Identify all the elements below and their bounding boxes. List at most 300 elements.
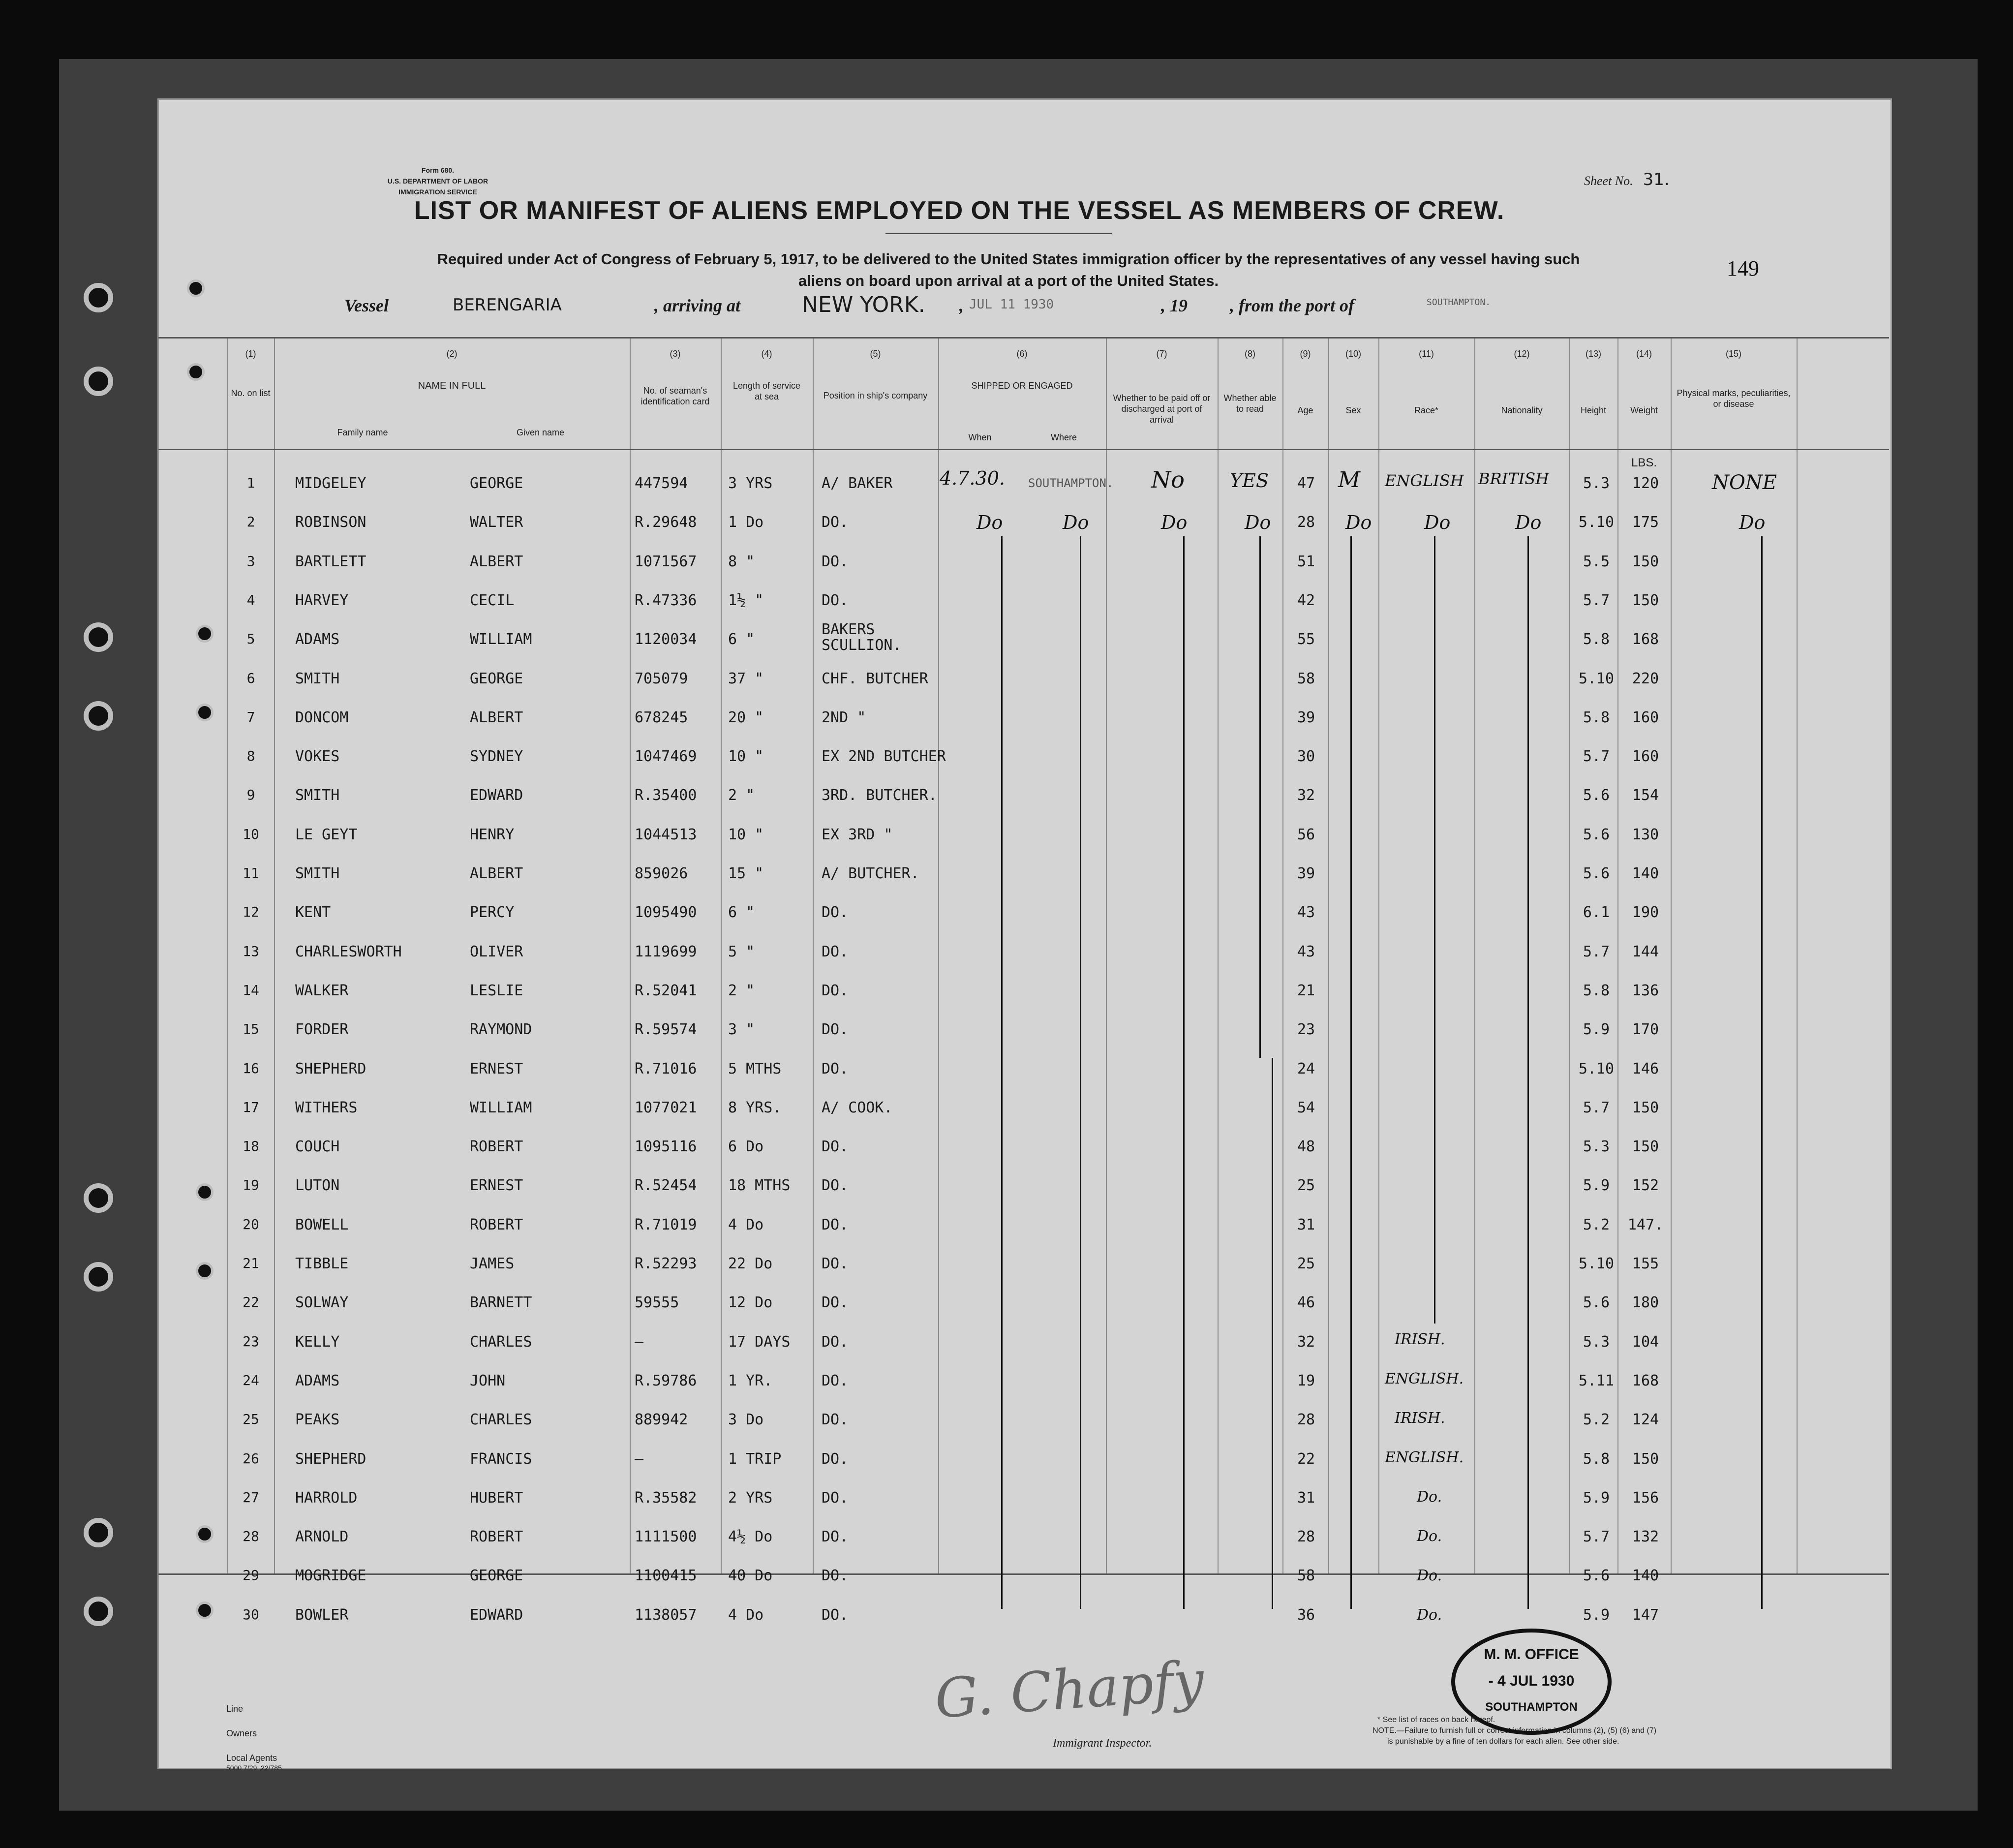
family-name: HARVEY bbox=[295, 592, 349, 609]
given-name: FRANCIS bbox=[470, 1450, 532, 1468]
length-of-service: 8 " bbox=[728, 553, 755, 570]
subtitle-line-2: aliens on board upon arrival at a port of the United States. bbox=[798, 272, 1219, 289]
given-name: OLIVER bbox=[470, 943, 523, 960]
seaman-card: 1095490 bbox=[635, 904, 697, 921]
length-of-service: 1½ " bbox=[728, 592, 764, 609]
family-name: KENT bbox=[295, 904, 331, 921]
ship-position: DO. bbox=[822, 1138, 849, 1155]
ship-position: DO. bbox=[822, 1294, 849, 1311]
stamp-bottom: SOUTHAMPTON bbox=[1485, 1700, 1578, 1714]
row-number: 2 bbox=[246, 514, 255, 530]
col-num-3: (3) bbox=[670, 349, 681, 359]
ship-position: A/ BAKER bbox=[822, 475, 893, 492]
given-name: CHARLES bbox=[470, 1333, 532, 1351]
height: 5.6 bbox=[1583, 1294, 1610, 1311]
ship-position: DO. bbox=[822, 1177, 849, 1194]
length-of-service: 2 " bbox=[728, 787, 755, 804]
race-note: * See list of races on back hereof. bbox=[1377, 1716, 1495, 1724]
inspector-signature: G. Chapfy bbox=[933, 1649, 1206, 1730]
family-name: MOGRIDGE bbox=[295, 1567, 366, 1584]
row-number: 17 bbox=[243, 1099, 259, 1115]
weight: 120 bbox=[1632, 475, 1659, 492]
race-row-24: ENGLISH. bbox=[1385, 1370, 1464, 1387]
subtitle bbox=[335, 248, 1682, 292]
header-given-name: Given name bbox=[516, 428, 565, 437]
age: 58 bbox=[1297, 1567, 1315, 1584]
header-family-name: Family name bbox=[337, 428, 388, 437]
given-name: ROBERT bbox=[470, 1528, 523, 1545]
seaman-card: 1077021 bbox=[635, 1099, 697, 1116]
race-row-27: Do. bbox=[1417, 1488, 1442, 1506]
r1-where: SOUTHAMPTON. bbox=[1028, 476, 1114, 490]
length-of-service: 1 YR. bbox=[728, 1372, 773, 1389]
given-name: SYDNEY bbox=[470, 748, 523, 765]
length-of-service: 1 Do bbox=[728, 514, 764, 531]
age: 28 bbox=[1297, 1411, 1315, 1428]
arrival-port: NEW YORK. bbox=[802, 292, 925, 317]
col-num-10: (10) bbox=[1345, 349, 1361, 359]
fine-note-1: NOTE.—Failure to furnish full or correct information in columns (2), (5) (6) and (7) bbox=[1372, 1726, 1657, 1735]
seaman-card: 1047469 bbox=[635, 748, 697, 765]
length-of-service: 6 " bbox=[728, 904, 755, 921]
height: 5.2 bbox=[1583, 1411, 1610, 1428]
age: 56 bbox=[1297, 826, 1315, 843]
age: 23 bbox=[1297, 1021, 1315, 1038]
given-name: CECIL bbox=[470, 592, 515, 609]
seaman-card: R.52454 bbox=[635, 1177, 697, 1194]
row-number: 8 bbox=[246, 748, 255, 764]
seaman-card: R.71019 bbox=[635, 1216, 697, 1233]
seaman-card: 1044513 bbox=[635, 826, 697, 843]
row-number: 25 bbox=[243, 1411, 259, 1427]
age: 25 bbox=[1297, 1177, 1315, 1194]
age: 30 bbox=[1297, 748, 1315, 765]
age: 39 bbox=[1297, 865, 1315, 882]
col-num-7: (7) bbox=[1156, 349, 1167, 359]
age: 48 bbox=[1297, 1138, 1315, 1155]
col-num-5: (5) bbox=[870, 349, 881, 359]
length-of-service: 1 TRIP bbox=[728, 1450, 782, 1468]
length-of-service: 22 Do bbox=[728, 1255, 773, 1272]
row-number: 6 bbox=[246, 670, 255, 686]
length-of-service: 6 " bbox=[728, 631, 755, 648]
col-divider bbox=[1378, 339, 1379, 1573]
given-name: JAMES bbox=[470, 1255, 515, 1272]
weight: 155 bbox=[1632, 1255, 1659, 1272]
given-name: EDWARD bbox=[470, 1606, 523, 1624]
col-num-8: (8) bbox=[1245, 349, 1255, 359]
col-divider bbox=[274, 339, 275, 1573]
header-physical-marks: Physical marks, peculiarities, or disease bbox=[1677, 388, 1791, 409]
weight: 156 bbox=[1632, 1489, 1659, 1507]
row-number: 9 bbox=[246, 787, 255, 803]
seaman-card: 1119699 bbox=[635, 943, 697, 960]
family-name: SMITH bbox=[295, 865, 340, 882]
mm-office-stamp bbox=[1451, 1629, 1612, 1735]
binder-hole bbox=[84, 622, 113, 652]
height: 5.6 bbox=[1583, 787, 1610, 804]
subtitle-line-1: Required under Act of Congress of February 5, 1917, to be delivered to the United States immigration officer by the representatives of any vessel having such bbox=[437, 250, 1580, 268]
ditto-stroke bbox=[1001, 536, 1003, 1609]
row-number: 24 bbox=[243, 1372, 259, 1388]
given-name: BARNETT bbox=[470, 1294, 532, 1311]
weight: 160 bbox=[1632, 709, 1659, 726]
length-of-service: 10 " bbox=[728, 826, 764, 843]
age: 55 bbox=[1297, 631, 1315, 648]
family-name: TIBBLE bbox=[295, 1255, 349, 1272]
header-sex: Sex bbox=[1345, 405, 1361, 415]
binder-hole bbox=[84, 701, 113, 731]
sheet-value: 31. bbox=[1643, 170, 1670, 189]
height: 5.8 bbox=[1583, 631, 1610, 648]
line-label: Line bbox=[226, 1704, 244, 1714]
header-nationality: Nationality bbox=[1501, 405, 1543, 415]
punch-hole bbox=[196, 1602, 214, 1619]
row-number: 21 bbox=[243, 1255, 259, 1271]
family-name: ADAMS bbox=[295, 631, 340, 648]
weight: 154 bbox=[1632, 787, 1659, 804]
length-of-service: 10 " bbox=[728, 748, 764, 765]
title-rule bbox=[885, 233, 1112, 234]
col-divider bbox=[1218, 339, 1219, 1573]
header-position: Position in ship's company bbox=[823, 391, 928, 400]
weight: 132 bbox=[1632, 1528, 1659, 1545]
row-number: 4 bbox=[246, 592, 255, 608]
departure-port: SOUTHAMPTON. bbox=[1427, 297, 1491, 308]
weight: 124 bbox=[1632, 1411, 1659, 1428]
header-weight: Weight bbox=[1630, 405, 1658, 415]
age: 36 bbox=[1297, 1606, 1315, 1624]
ship-position: CHF. BUTCHER bbox=[822, 670, 928, 687]
height: 5.6 bbox=[1583, 1567, 1610, 1584]
ditto-paid: Do bbox=[1161, 512, 1188, 533]
family-name: SMITH bbox=[295, 787, 340, 804]
age: 28 bbox=[1297, 514, 1315, 531]
given-name: PERCY bbox=[470, 904, 515, 921]
seaman-card: 705079 bbox=[635, 670, 688, 687]
year-label: , 19 bbox=[1161, 296, 1188, 315]
given-name: ERNEST bbox=[470, 1060, 523, 1078]
ship-position: EX 3RD " bbox=[822, 826, 893, 843]
comma: , bbox=[959, 296, 964, 315]
ditto-race: Do bbox=[1424, 512, 1451, 533]
date-stamp: JUL 11 1930 bbox=[969, 297, 1054, 312]
length-of-service: 3 Do bbox=[728, 1411, 764, 1428]
family-name: SHEPHERD bbox=[295, 1450, 366, 1468]
binder-hole bbox=[84, 283, 113, 312]
height: 5.3 bbox=[1583, 475, 1610, 492]
ditto-where: Do bbox=[1063, 512, 1089, 533]
race-row-29: Do. bbox=[1417, 1567, 1442, 1584]
col-num-6: (6) bbox=[1016, 349, 1028, 359]
age: 43 bbox=[1297, 943, 1315, 960]
punch-hole bbox=[187, 279, 205, 297]
ditto-stroke bbox=[1080, 536, 1081, 1609]
header-name-in-full: NAME IN FULL bbox=[418, 380, 486, 391]
height: 5.7 bbox=[1583, 943, 1610, 960]
family-name: LUTON bbox=[295, 1177, 340, 1194]
department: U.S. DEPARTMENT OF LABOR bbox=[387, 177, 488, 185]
col-num-1: (1) bbox=[245, 349, 256, 359]
length-of-service: 3 YRS bbox=[728, 475, 773, 492]
form-info bbox=[359, 165, 517, 197]
col-divider bbox=[1106, 339, 1107, 1573]
height: 5.7 bbox=[1583, 592, 1610, 609]
vessel-line bbox=[344, 292, 1820, 330]
length-of-service: 12 Do bbox=[728, 1294, 773, 1311]
seaman-card: — bbox=[635, 1450, 644, 1468]
ship-position: DO. bbox=[822, 1450, 849, 1468]
family-name: WITHERS bbox=[295, 1099, 358, 1116]
ship-position: DO. bbox=[822, 1411, 849, 1428]
ditto-stroke bbox=[1761, 536, 1763, 1609]
seaman-card: R.71016 bbox=[635, 1060, 697, 1078]
length-of-service: 5 MTHS bbox=[728, 1060, 782, 1078]
given-name: GEORGE bbox=[470, 1567, 523, 1584]
family-name: ROBINSON bbox=[295, 514, 366, 531]
height: 5.10 bbox=[1578, 1060, 1615, 1078]
given-name: ALBERT bbox=[470, 709, 523, 726]
given-name: ROBERT bbox=[470, 1216, 523, 1233]
col-num-9: (9) bbox=[1300, 349, 1311, 359]
col-num-12: (12) bbox=[1514, 349, 1530, 359]
given-name: RAYMOND bbox=[470, 1021, 532, 1038]
header-where: Where bbox=[1050, 432, 1077, 442]
length-of-service: 17 DAYS bbox=[728, 1333, 791, 1351]
col-divider bbox=[1569, 339, 1570, 1573]
height: 5.7 bbox=[1583, 748, 1610, 765]
family-name: CHARLESWORTH bbox=[295, 943, 402, 960]
length-of-service: 40 Do bbox=[728, 1567, 773, 1584]
height: 5.2 bbox=[1583, 1216, 1610, 1233]
arriving-label: , arriving at bbox=[654, 296, 741, 315]
vessel-name: BERENGARIA bbox=[453, 295, 562, 315]
race-row-25: IRISH. bbox=[1395, 1410, 1445, 1427]
col-num-15: (15) bbox=[1725, 349, 1741, 359]
seaman-card: R.47336 bbox=[635, 592, 697, 609]
seaman-card: R.59786 bbox=[635, 1372, 697, 1389]
seaman-card: R.29648 bbox=[635, 514, 697, 531]
row-number: 18 bbox=[243, 1138, 259, 1154]
race-row-30: Do. bbox=[1417, 1606, 1442, 1624]
col-divider bbox=[1282, 339, 1283, 1573]
seaman-card: 1071567 bbox=[635, 553, 697, 570]
row-number: 27 bbox=[243, 1489, 259, 1506]
length-of-service: 8 YRS. bbox=[728, 1099, 782, 1116]
race-row-26: ENGLISH. bbox=[1385, 1449, 1464, 1466]
ship-position: DO. bbox=[822, 592, 849, 609]
ship-position: DO. bbox=[822, 904, 849, 921]
given-name: ROBERT bbox=[470, 1138, 523, 1155]
print-info: 5000 7/29. 22/785. bbox=[226, 1764, 284, 1772]
height: 5.11 bbox=[1578, 1372, 1615, 1389]
family-name: SMITH bbox=[295, 670, 340, 687]
family-name: BARTLETT bbox=[295, 553, 366, 570]
weight: 220 bbox=[1632, 670, 1659, 687]
given-name: WILLIAM bbox=[470, 1099, 532, 1116]
r1-physical: NONE bbox=[1712, 471, 1777, 494]
family-name: HARROLD bbox=[295, 1489, 358, 1507]
family-name: FORDER bbox=[295, 1021, 349, 1038]
row-number: 14 bbox=[243, 982, 259, 998]
age: 25 bbox=[1297, 1255, 1315, 1272]
ship-position: 3RD. BUTCHER. bbox=[822, 787, 937, 804]
family-name: PEAKS bbox=[295, 1411, 340, 1428]
weight: 147 bbox=[1632, 1606, 1659, 1624]
col-divider bbox=[227, 339, 228, 1573]
age: 32 bbox=[1297, 1333, 1315, 1351]
ditto-nationality: Do bbox=[1515, 512, 1542, 533]
col-divider bbox=[630, 339, 631, 1573]
length-of-service: 3 " bbox=[728, 1021, 755, 1038]
r1-sex: M bbox=[1338, 467, 1361, 493]
page-number: 149 bbox=[1727, 256, 1759, 280]
row-number: 26 bbox=[243, 1450, 259, 1467]
family-name: ADAMS bbox=[295, 1372, 340, 1389]
length-of-service: 6 Do bbox=[728, 1138, 764, 1155]
seaman-card: 678245 bbox=[635, 709, 688, 726]
header-age: Age bbox=[1297, 405, 1313, 415]
given-name: WALTER bbox=[470, 514, 523, 531]
header-length-service: Length of service at sea bbox=[732, 381, 801, 401]
length-of-service: 20 " bbox=[728, 709, 764, 726]
length-of-service: 2 " bbox=[728, 982, 755, 999]
weight: 150 bbox=[1632, 1450, 1659, 1468]
weight-unit: LBS. bbox=[1631, 456, 1657, 469]
ship-position: DO. bbox=[822, 1216, 849, 1233]
age: 24 bbox=[1297, 1060, 1315, 1078]
age: 54 bbox=[1297, 1099, 1315, 1116]
row-number: 10 bbox=[243, 826, 259, 842]
weight: 144 bbox=[1632, 943, 1659, 960]
given-name: JOHN bbox=[470, 1372, 506, 1389]
height: 5.7 bbox=[1583, 1099, 1610, 1116]
family-name: VOKES bbox=[295, 748, 340, 765]
row-number: 1 bbox=[246, 475, 255, 491]
family-name: BOWLER bbox=[295, 1606, 349, 1624]
header-shipped-engaged: SHIPPED OR ENGAGED bbox=[971, 381, 1073, 391]
weight: 190 bbox=[1632, 904, 1659, 921]
ship-position: DO. bbox=[822, 982, 849, 999]
family-name: SOLWAY bbox=[295, 1294, 349, 1311]
weight: 140 bbox=[1632, 1567, 1659, 1584]
height: 5.8 bbox=[1583, 982, 1610, 999]
given-name: GEORGE bbox=[470, 670, 523, 687]
ditto-when: Do bbox=[976, 512, 1003, 533]
from-label: , from the port of bbox=[1230, 296, 1355, 315]
height: 5.7 bbox=[1583, 1528, 1610, 1545]
row-number: 28 bbox=[243, 1528, 259, 1544]
length-of-service: 15 " bbox=[728, 865, 764, 882]
col-num-13: (13) bbox=[1585, 349, 1601, 359]
family-name: LE GEYT bbox=[295, 826, 358, 843]
weight: 168 bbox=[1632, 1372, 1659, 1389]
given-name: LESLIE bbox=[470, 982, 523, 999]
family-name: SHEPHERD bbox=[295, 1060, 366, 1078]
height: 5.9 bbox=[1583, 1177, 1610, 1194]
seaman-card: 1095116 bbox=[635, 1138, 697, 1155]
col-divider bbox=[813, 339, 814, 1573]
ditto-physical: Do bbox=[1739, 512, 1766, 533]
row-number: 3 bbox=[246, 553, 255, 569]
height: 5.10 bbox=[1578, 514, 1615, 531]
given-name: WILLIAM bbox=[470, 631, 532, 648]
age: 46 bbox=[1297, 1294, 1315, 1311]
ship-position: DO. bbox=[822, 553, 849, 570]
row-number: 30 bbox=[243, 1606, 259, 1623]
height: 5.9 bbox=[1583, 1489, 1610, 1507]
length-of-service: 2 YRS bbox=[728, 1489, 773, 1507]
r1-able-read: YES bbox=[1230, 470, 1269, 492]
col-divider bbox=[938, 339, 939, 1573]
weight: 150 bbox=[1632, 553, 1659, 570]
seaman-card: R.35400 bbox=[635, 787, 697, 804]
ship-position: A/ BUTCHER. bbox=[822, 865, 919, 882]
family-name: DONCOM bbox=[295, 709, 349, 726]
length-of-service: 4 Do bbox=[728, 1216, 764, 1233]
family-name: MIDGELEY bbox=[295, 475, 366, 492]
family-name: COUCH bbox=[295, 1138, 340, 1155]
owners-label: Owners bbox=[226, 1728, 257, 1738]
fine-note-2: is punishable by a fine of ten dollars for each alien. See other side. bbox=[1387, 1737, 1619, 1746]
inspector-label: Immigrant Inspector. bbox=[1053, 1737, 1152, 1750]
ship-position: DO. bbox=[822, 1372, 849, 1389]
ship-position: A/ COOK. bbox=[822, 1099, 893, 1116]
binder-hole bbox=[84, 1262, 113, 1292]
seaman-card: — bbox=[635, 1333, 644, 1351]
age: 32 bbox=[1297, 787, 1315, 804]
length-of-service: 4½ Do bbox=[728, 1528, 773, 1545]
seaman-card: 1138057 bbox=[635, 1606, 697, 1624]
r1-race: ENGLISH bbox=[1385, 471, 1464, 490]
ship-position: EX 2ND BUTCHER bbox=[822, 748, 946, 765]
ship-position: DO. bbox=[822, 943, 849, 960]
ditto-stroke bbox=[1350, 536, 1352, 1609]
length-of-service: 37 " bbox=[728, 670, 764, 687]
agents-label: Local Agents bbox=[226, 1753, 277, 1763]
r1-paid-off: No bbox=[1151, 466, 1185, 493]
age: 47 bbox=[1297, 475, 1315, 492]
height: 5.8 bbox=[1583, 709, 1610, 726]
col-num-4: (4) bbox=[761, 349, 772, 359]
age: 19 bbox=[1297, 1372, 1315, 1389]
stamp-top: M. M. OFFICE bbox=[1484, 1646, 1579, 1663]
given-name: HENRY bbox=[470, 826, 515, 843]
given-name: HUBERT bbox=[470, 1489, 523, 1507]
given-name: ERNEST bbox=[470, 1177, 523, 1194]
row-number: 12 bbox=[243, 904, 259, 920]
weight: 175 bbox=[1632, 514, 1659, 531]
seaman-card: 1120034 bbox=[635, 631, 697, 648]
age: 22 bbox=[1297, 1450, 1315, 1468]
ditto-stroke bbox=[1434, 536, 1435, 1324]
seaman-card: R.35582 bbox=[635, 1489, 697, 1507]
header-able-to-read: Whether able to read bbox=[1223, 393, 1277, 414]
ship-position: DO. bbox=[822, 1255, 849, 1272]
height: 5.8 bbox=[1583, 1450, 1610, 1468]
race-row-28: Do. bbox=[1417, 1528, 1442, 1545]
row-number: 11 bbox=[243, 865, 259, 881]
ship-position: DO. bbox=[822, 1060, 849, 1078]
stamp-date: - 4 JUL 1930 bbox=[1488, 1673, 1575, 1689]
binder-hole bbox=[84, 1183, 113, 1213]
seaman-card: 859026 bbox=[635, 865, 688, 882]
row-number: 20 bbox=[243, 1216, 259, 1232]
family-name: WALKER bbox=[295, 982, 349, 999]
height: 5.3 bbox=[1583, 1333, 1610, 1351]
ditto-stroke bbox=[1272, 1058, 1273, 1609]
weight: 150 bbox=[1632, 1099, 1659, 1116]
